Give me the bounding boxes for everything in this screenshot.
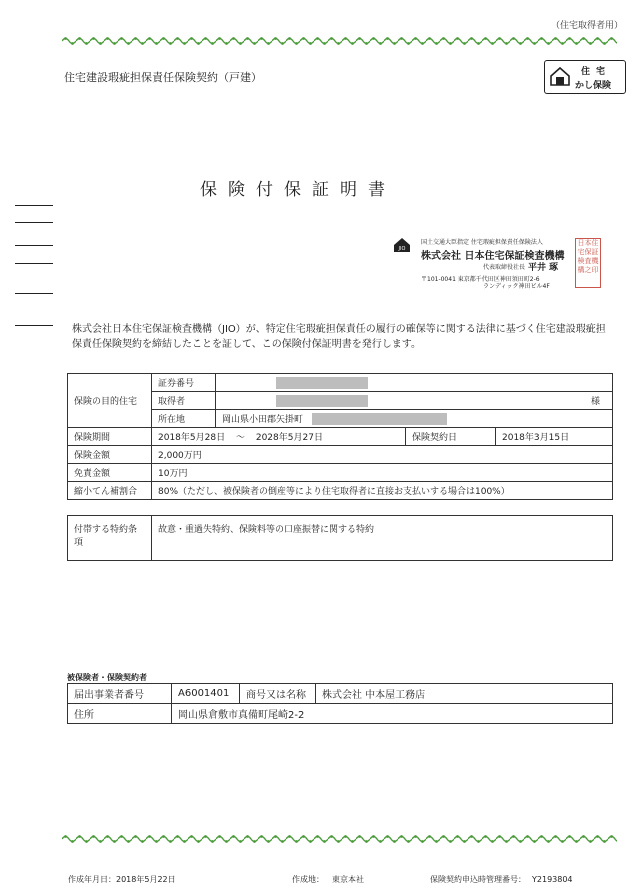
subject-label: 保険の目的住宅: [68, 374, 152, 428]
contract-date-value: 2018年3月15日: [496, 428, 613, 446]
mark-1: [15, 205, 53, 206]
cert-no-value: [216, 374, 613, 392]
footer-place: [292, 874, 364, 885]
kashi-hoken-logo: [544, 60, 626, 94]
footer-mgmt-no: [430, 874, 573, 885]
footer-created-date: [68, 874, 176, 885]
table-row: [68, 428, 613, 446]
issuer-line1: 国土交通大臣指定 住宅瑕疵担保責任保険法人: [421, 239, 543, 246]
address-label: 住所: [68, 704, 172, 724]
insured-heading: 被保険者・保険契約者: [67, 673, 147, 682]
vine-border-graphic: [62, 834, 617, 844]
svg-text:JIO: JIO: [398, 246, 406, 252]
table-row: [68, 374, 613, 392]
acquirer-label: 取得者: [152, 392, 216, 410]
reg-no-value: A6001401: [172, 684, 240, 704]
deductible-label: 免責金額: [68, 464, 152, 482]
deductible-value: 10万円: [152, 464, 613, 482]
bottom-decorative-border: [62, 834, 617, 844]
name-label: 商号又は名称: [240, 684, 316, 704]
vine-border-graphic: [62, 36, 617, 46]
table-row: [68, 516, 613, 561]
table-row: [68, 684, 613, 704]
issuer-rep-role: 代表取締役社長: [483, 264, 526, 271]
logo-line1: 住宅: [581, 67, 612, 77]
mark-4: [15, 263, 53, 264]
ratio-value: 80%（ただし、被保険者の倒産等により住宅取得者に直接お支払いする場合は100%）: [152, 482, 613, 500]
table-row: [68, 482, 613, 500]
cert-no-label: 証券番号: [152, 374, 216, 392]
mgmt-label: 保険契約申込時管理番号：: [430, 875, 526, 884]
redacted-acquirer: [276, 395, 368, 407]
location-label: 所在地: [152, 410, 216, 428]
place-label: 作成地：: [292, 875, 324, 884]
amount-label: 保険金額: [68, 446, 152, 464]
issuer-building: ランディック神田ビル4F: [483, 283, 550, 290]
house-icon: [549, 65, 571, 87]
special-clauses-table: [67, 515, 613, 561]
acquirer-suffix: 様: [590, 397, 600, 407]
logo-line2: かし保険: [575, 81, 612, 91]
corner-note: （住宅取得者用）: [550, 21, 623, 31]
contract-type: 住宅建設瑕疵担保責任保険契約（戸建）: [64, 71, 262, 84]
period-end: 2028年5月27日: [255, 433, 323, 443]
mgmt-no: Y2193804: [532, 875, 573, 884]
document-title: 保険付保証明書: [200, 180, 396, 200]
address-value: 岡山県倉敷市真備町尾崎2-2: [172, 704, 613, 724]
mark-3: [15, 245, 53, 246]
mark-6: [15, 325, 53, 326]
table-row: [68, 446, 613, 464]
period-label: 保険期間: [68, 428, 152, 446]
mark-5: [15, 293, 53, 294]
top-decorative-border: [62, 36, 617, 46]
redacted-location: [312, 413, 447, 425]
name-value: 株式会社 中本屋工務店: [316, 684, 613, 704]
contract-date-label: 保険契約日: [406, 428, 496, 446]
table-row: [68, 464, 613, 482]
issuer-rep-name: 平井 琢: [528, 263, 559, 273]
issuer-block: [393, 233, 603, 293]
company-seal-stamp: [575, 238, 601, 288]
table-row: [68, 704, 613, 724]
reg-no-label: 届出事業者番号: [68, 684, 172, 704]
issuer-address: 〒101-0041 東京都千代田区神田須田町2-6: [421, 276, 540, 283]
jio-logo-icon: [393, 237, 411, 253]
intro-statement: 株式会社日本住宅保証検査機構（JIO）が、特定住宅瑕疵担保責任の履行の確保等に関する法律に基づく住宅建設瑕疵担保責任保険契約を締結したことを証して、この保険付保証明書を発行します。: [72, 324, 606, 350]
mark-2: [15, 222, 53, 223]
insured-table: [67, 683, 613, 724]
amount-value: 2,000万円: [152, 446, 613, 464]
created-date: 2018年5月22日: [116, 875, 176, 884]
ratio-label: 縮小てん補割合: [68, 482, 152, 500]
stamp-text: 日本住宅保証検査機構之印: [577, 239, 599, 274]
redacted-cert-no: [276, 377, 368, 389]
created-date-label: 作成年月日：: [68, 875, 116, 884]
certificate-table: [67, 373, 613, 500]
acquirer-value: [216, 392, 613, 410]
special-label: 付帯する特約条項: [68, 516, 152, 561]
special-value: 故意・重過失特約、保険料等の口座振替に関する特約: [152, 516, 613, 561]
place: 東京本社: [332, 875, 364, 884]
issuer-company: 株式会社 日本住宅保証検査機構: [421, 251, 565, 262]
location-value: [216, 410, 613, 428]
period-start: 2018年5月28日: [158, 433, 226, 443]
period-value: [152, 428, 406, 446]
location-prefecture: 岡山県小田郡矢掛町: [222, 414, 304, 425]
period-sep: ～: [235, 433, 245, 443]
